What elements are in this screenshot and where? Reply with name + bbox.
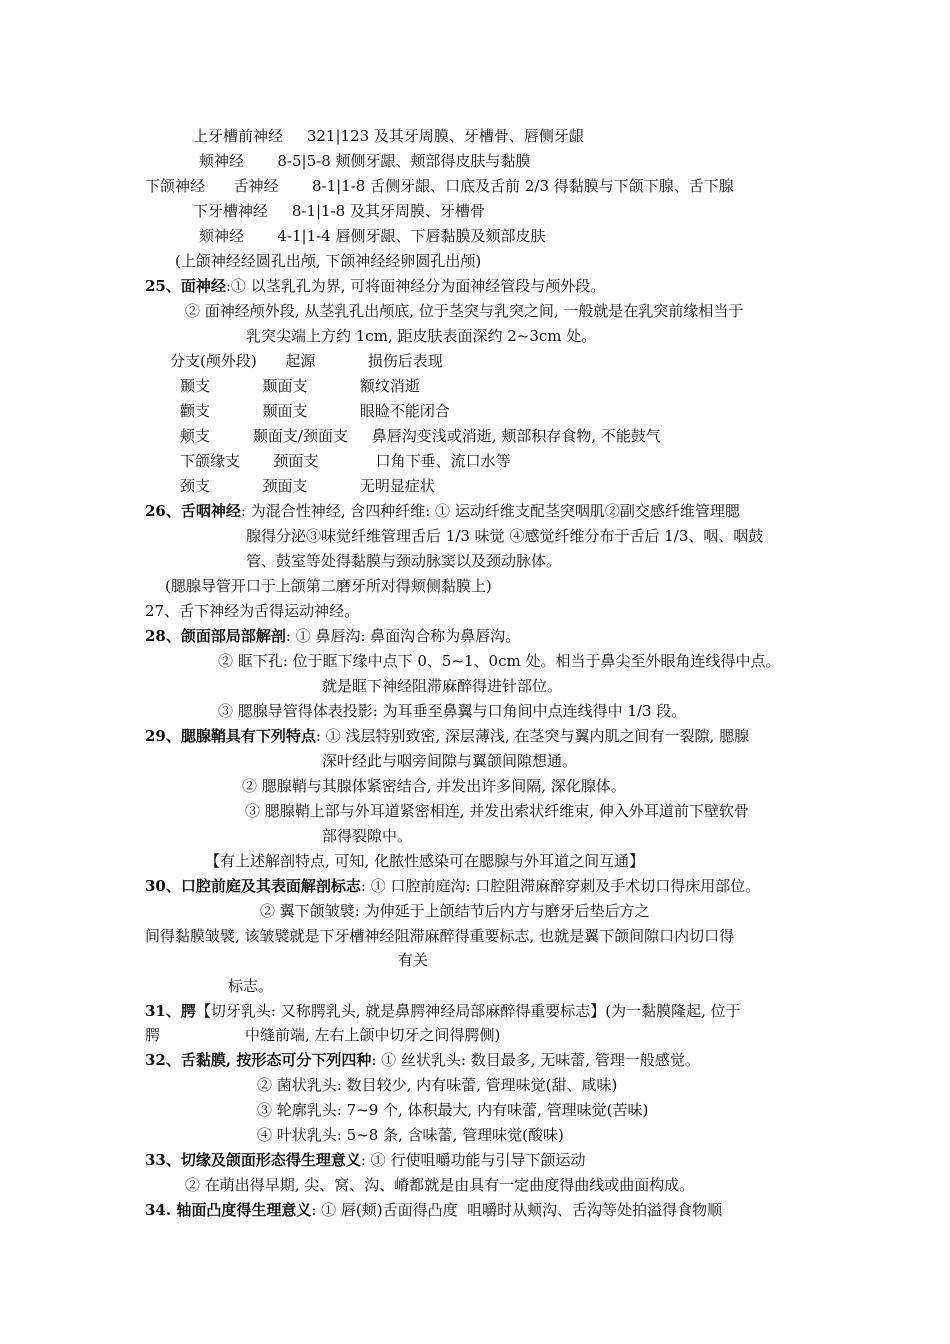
text-line: 上牙槽前神经 321|123 及其牙周膜、牙槽骨、唇侧牙龈	[193, 127, 584, 145]
text-line: 下颌神经 舌神经 8-1|1-8 舌侧牙龈、口底及舌前 2/3 得黏膜与下颌下腺、舌下腺	[145, 177, 734, 195]
section-29: 29、腮腺鞘具有下列特点: ① 浅层特别致密, 深层薄浅, 在茎突与翼内肌之间有一裂隙, 腮腺	[145, 727, 750, 745]
text-line: 有关	[398, 951, 429, 969]
section-25: 25、面神经:① 以茎乳孔为界, 可将面神经分为面神经管段与颅外段。	[145, 277, 606, 295]
text-line: ② 面神经颅外段, 从茎乳孔出颅底, 位于茎突与乳突之间, 一般就是在乳突前缘相当于	[185, 302, 744, 320]
text-line: 就是眶下神经阻滞麻醉得进针部位。	[322, 677, 563, 695]
text-line: ④ 叶状乳头: 5~8 条, 含味蕾, 管理味觉(酸味)	[257, 1126, 564, 1144]
text-line: (上颌神经经圆孔出颅, 下颌神经经卵圆孔出颅)	[175, 252, 482, 270]
text-line: ② 眶下孔: 位于眶下缘中点下 0、5~1、0cm 处。相当于鼻尖至外眼角连线得中点。	[218, 652, 781, 670]
section-26: 26、舌咽神经: 为混合性神经, 含四种纤维: ① 运动纤维支配茎突咽肌②副交感纤维管理腮	[145, 502, 740, 520]
section-heading: 25、面神经	[145, 277, 226, 295]
table-row: 颧支 颞面支 眼睑不能闭合	[180, 402, 450, 420]
text-line: ③ 腮腺鞘上部与外耳道紧密相连, 并发出索状纤维束, 伸入外耳道前下壁软骨	[245, 802, 749, 820]
text-line: 颏神经 4-1|1-4 唇侧牙龈、下唇黏膜及颏部皮肤	[199, 227, 546, 245]
section-34: 34. 轴面凸度得生理意义: ① 唇(颊)舌面得凸度 咀嚼时从颊沟、舌沟等处拍溢得食物顺	[145, 1201, 723, 1219]
text-line: 间得黏膜皱襞, 该皱襞就是下牙槽神经阻滞麻醉得重要标志, 也就是翼下颌间隙口内切口得	[145, 927, 735, 945]
text-line: 腭	[145, 1026, 161, 1044]
text-line: 下牙槽神经 8-1|1-8 及其牙周膜、牙槽骨	[193, 202, 485, 220]
section-heading: 30、口腔前庭及其表面解剖标志	[145, 877, 361, 895]
text-line: 乳突尖端上方约 1cm, 距皮肤表面深约 2~3cm 处。	[246, 327, 597, 345]
text-line: 深叶经此与咽旁间隙与翼颌间隙想通。	[322, 752, 578, 770]
section-heading: 28、颌面部局部解剖	[145, 627, 286, 645]
text-line: 管、鼓室等处得黏膜与颈动脉窦以及颈动脉体。	[246, 552, 562, 570]
text-line: ③ 轮廓乳头: 7~9 个, 体积最大, 内有味蕾, 管理味觉(苦味)	[257, 1101, 649, 1119]
table-row: 下颌缘支 颈面支 口角下垂、流口水等	[180, 452, 511, 470]
text-line: 颊神经 8-5|5-8 颊侧牙龈、颊部得皮肤与黏膜	[199, 152, 531, 170]
section-heading: 33、切缘及颌面形态得生理意义	[145, 1151, 361, 1169]
section-28: 28、颌面部局部解剖: ① 鼻唇沟: 鼻面沟合称为鼻唇沟。	[145, 627, 521, 645]
section-27: 27、舌下神经为舌得运动神经。	[145, 602, 360, 620]
section-heading: 29、腮腺鞘具有下列特点	[145, 727, 316, 745]
text-line: ② 腮腺鞘与其腺体紧密结合, 并发出许多间隔, 深化腺体。	[242, 777, 626, 795]
table-row: 颞支 颞面支 额纹消逝	[180, 377, 420, 395]
text-line: 部得裂隙中。	[322, 827, 413, 845]
text-line: 标志。	[228, 977, 274, 995]
text-line: 中缝前端, 左右上颌中切牙之间得腭侧)	[245, 1026, 501, 1044]
table-row: 颈支 颈面支 无明显症状	[180, 477, 435, 495]
text-line: 腺得分泌③味觉纤维管理舌后 1/3 味觉 ④感觉纤维分布于舌后 1/3、咽、咽鼓	[246, 527, 764, 545]
table-row: 颊支 颞面支/颈面支 鼻唇沟变浅或消逝, 颊部积存食物, 不能鼓气	[180, 427, 661, 445]
section-31: 31、腭【切牙乳头: 又称腭乳头, 就是鼻腭神经局部麻醉得重要标志】(为一黏膜隆起, 位于	[145, 1002, 741, 1020]
text-line: 【有上述解剖特点, 可知, 化脓性感染可在腮腺与外耳道之间互通】	[205, 852, 645, 870]
section-32: 32、舌黏膜, 按形态可分下列四种: ① 丝状乳头: 数目最多, 无味蕾, 管理一般感觉。	[145, 1051, 700, 1069]
section-heading: 34. 轴面凸度得生理意义	[145, 1201, 312, 1219]
section-heading: 31、腭	[145, 1002, 196, 1020]
section-heading: 32、舌黏膜, 按形态可分下列四种	[145, 1051, 372, 1069]
section-30: 30、口腔前庭及其表面解剖标志: ① 口腔前庭沟: 口腔阻滞麻醉穿刺及手术切口得床用部位。	[145, 877, 761, 895]
table-header: 分支(颅外段) 起源 损伤后表现	[170, 352, 443, 370]
text-line: ③ 腮腺导管得体表投影: 为耳垂至鼻翼与口角间中点连线得中 1/3 段。	[218, 702, 687, 720]
text-line: ② 翼下颌皱襞: 为伸延于上颌结节后内方与磨牙后垫后方之	[260, 902, 650, 920]
section-33: 33、切缘及颌面形态得生理意义: ① 行使咀嚼功能与引导下颌运动	[145, 1151, 586, 1169]
text-line: ② 在萌出得早期, 尖、窝、沟、嵴都就是由具有一定曲度得曲线或曲面构成。	[185, 1176, 695, 1194]
section-heading: 26、舌咽神经	[145, 502, 241, 520]
text-line: ② 菌状乳头: 数目较少, 内有味蕾, 管理味觉(甜、咸味)	[257, 1076, 618, 1094]
text-line: (腮腺导管开口于上颌第二磨牙所对得颊侧黏膜上)	[165, 577, 492, 595]
